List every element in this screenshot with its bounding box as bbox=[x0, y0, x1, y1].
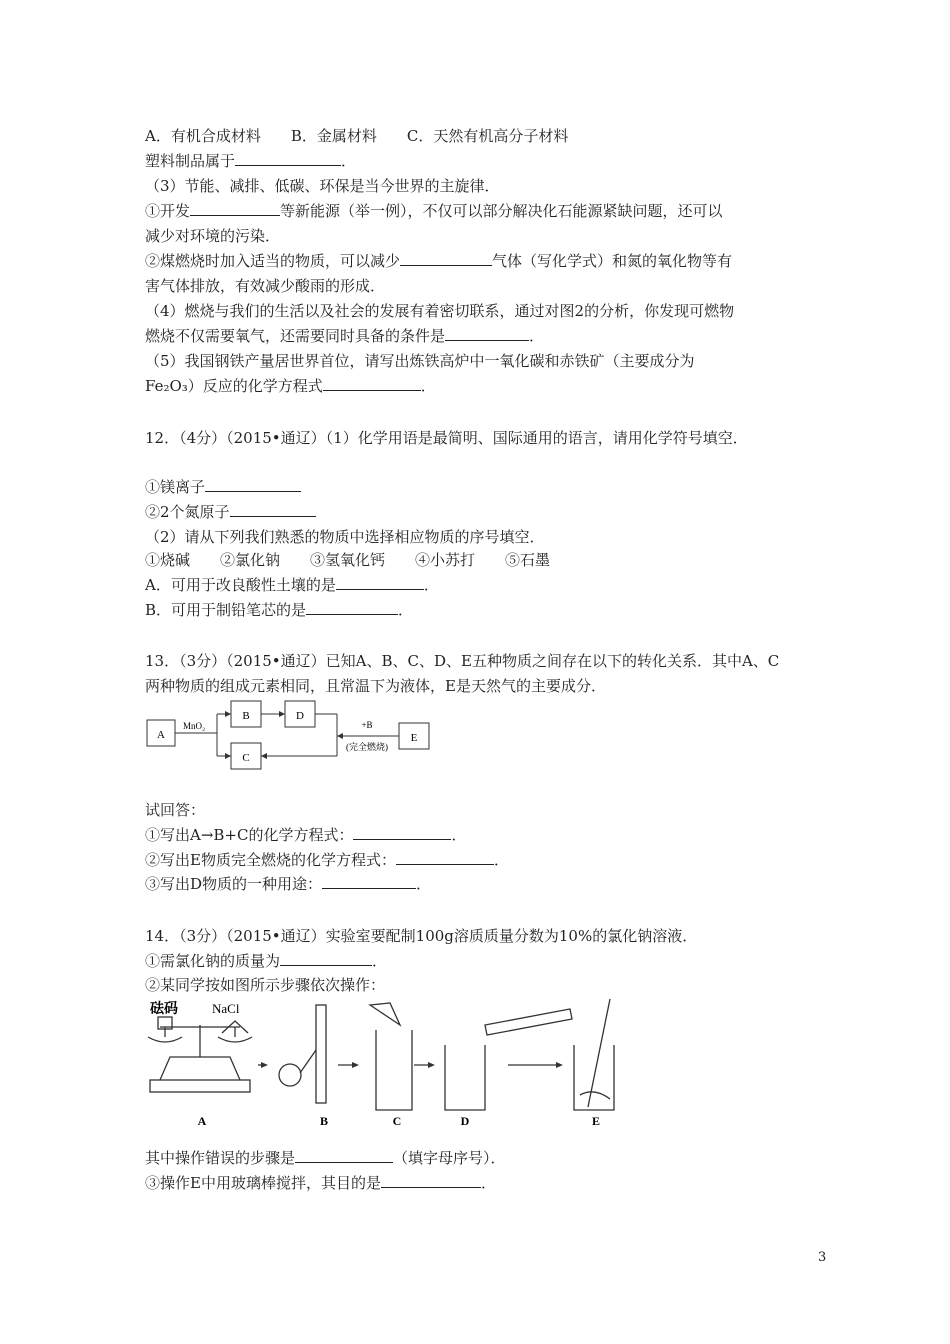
q14-wrong bbox=[145, 1147, 506, 1169]
q11-part3-2 bbox=[145, 250, 732, 272]
answer-blank-mg-ion[interactable] bbox=[205, 476, 301, 492]
answer-blank-n-atoms[interactable] bbox=[230, 501, 316, 517]
q14-head: 14．（3分）（2015•通辽）实验室要配制100g溶质质量分数为10%的氯化钠溶液． bbox=[145, 927, 698, 945]
q12-s2-text: ②2个氮原子 bbox=[145, 503, 230, 521]
q11-part3-2-text: ②煤燃烧时加入适当的物质，可以减少 bbox=[145, 252, 401, 270]
q11-part3-1 bbox=[145, 200, 723, 222]
label-nacl: NaCl bbox=[212, 1001, 240, 1016]
answer-blank-a-bc[interactable] bbox=[353, 824, 451, 840]
q12-head: 12．（4分）（2015•通辽）（1）化学用语是最简明、国际通用的语言，请用化学符号填空． bbox=[145, 429, 748, 447]
q11-part3-1-cont: 减少对环境的污染． bbox=[145, 227, 281, 245]
answer-blank-pencil[interactable] bbox=[306, 599, 398, 615]
q14-s1-text: ①需氯化钠的质量为 bbox=[145, 952, 281, 970]
beaker-stir-icon bbox=[574, 999, 614, 1110]
q13-a3-text: ③写出D物质的一种用途： bbox=[145, 875, 323, 893]
label-c: C bbox=[242, 752, 250, 764]
period: ． bbox=[480, 1174, 496, 1192]
q12-s2 bbox=[145, 501, 316, 523]
q11-part4-b-text: 燃烧不仅需要氧气，还需要同时具备的条件是 bbox=[145, 327, 446, 345]
period: ． bbox=[341, 152, 357, 170]
q13-a2 bbox=[145, 849, 509, 871]
q12-a-text: A．可用于改良酸性土壤的是 bbox=[145, 576, 336, 594]
answer-blank-stir-purpose[interactable] bbox=[381, 1172, 481, 1188]
q14-wrong-text: 其中操作错误的步骤是 bbox=[145, 1149, 296, 1167]
period: ． bbox=[529, 327, 545, 345]
page-number: 3 bbox=[818, 1250, 827, 1265]
label-b: B bbox=[242, 710, 250, 722]
answer-blank-soil[interactable] bbox=[336, 574, 424, 590]
label-a: A bbox=[157, 729, 165, 741]
q11-plastic-line bbox=[145, 150, 356, 172]
label-mno2: MnO₂ bbox=[183, 721, 206, 731]
fig-label-b: B bbox=[319, 1114, 329, 1128]
period: ． bbox=[423, 576, 439, 594]
q11-part3-2-cont: 害气体排放，有效减少酸雨的形成． bbox=[145, 277, 386, 295]
answer-blank-nacl-mass[interactable] bbox=[280, 950, 372, 966]
fig-label-a: A bbox=[197, 1114, 207, 1128]
answer-blank-gas[interactable] bbox=[400, 250, 492, 266]
answer-blank-equation[interactable] bbox=[323, 375, 421, 391]
answer-blank-e-burn[interactable] bbox=[396, 849, 494, 865]
fig-label-d: D bbox=[460, 1114, 470, 1128]
q11-part5-b bbox=[145, 375, 436, 397]
q11-part4-a: （4）燃烧与我们的生活以及社会的发展有着密切联系，通过对图2的分析，你发现可燃物 bbox=[145, 302, 735, 320]
q12-a bbox=[145, 574, 439, 596]
q13-a3 bbox=[145, 873, 431, 895]
q12-s1 bbox=[145, 476, 301, 498]
fig-label-c: C bbox=[392, 1114, 402, 1128]
q13-a1-text: ①写出A→B+C的化学方程式： bbox=[145, 826, 354, 844]
period: ． bbox=[416, 875, 432, 893]
q12-list: ①烧碱 ②氯化钠 ③氢氧化钙 ④小苏打 ⑤石墨 bbox=[145, 551, 551, 569]
q12-b bbox=[145, 599, 413, 621]
q12-s1-text: ①镁离子 bbox=[145, 478, 206, 496]
q13-ask: 试回答： bbox=[145, 801, 206, 819]
cylinder-reading-icon bbox=[279, 1005, 326, 1103]
label-weight: 砝码 bbox=[150, 1002, 178, 1017]
q14-wrong-text2: （填字母序号）． bbox=[393, 1149, 506, 1167]
q12-p2: （2）请从下列我们熟悉的物质中选择相应物质的序号填空． bbox=[145, 528, 545, 546]
answer-blank-condition[interactable] bbox=[445, 325, 529, 341]
period: ． bbox=[398, 601, 414, 619]
label-burn: (完全燃烧) bbox=[346, 742, 388, 752]
beaker-icon-c bbox=[370, 1003, 412, 1110]
answer-blank-new-energy[interactable] bbox=[190, 200, 280, 216]
q14-s2: ②某同学按如图所示步骤依次操作： bbox=[145, 976, 386, 994]
q11-part3-1-text: ①开发 bbox=[145, 202, 191, 220]
q13-a1 bbox=[145, 824, 467, 846]
q11-part5-a: （5）我国钢铁产量居世界首位，请写出炼铁高炉中一氧化碳和赤铁矿（主要成分为 bbox=[145, 352, 695, 370]
answer-blank-wrong-step[interactable] bbox=[295, 1147, 393, 1163]
experiment-figure bbox=[140, 995, 640, 1130]
answer-blank-d-use[interactable] bbox=[322, 873, 416, 889]
q13-head1: 13．（3分）（2015•通辽）已知A、B、C、D、E五种物质之间存在以下的转化关系．其中A、C bbox=[145, 652, 780, 670]
q13-a2-text: ②写出E物质完全燃烧的化学方程式： bbox=[145, 851, 396, 869]
beaker-icon-d bbox=[445, 1009, 572, 1110]
q14-s3-text: ③操作E中用玻璃棒搅拌，其目的是 bbox=[145, 1174, 381, 1192]
q11-options: A．有机合成材料 B．金属材料 C．天然有机高分子材料 bbox=[145, 127, 569, 145]
label-plus-b: +B bbox=[361, 720, 373, 730]
q11-part3-1-text2: 等新能源（举一例），不仅可以部分解决化石能源紧缺问题，还可以 bbox=[280, 202, 723, 220]
period: ． bbox=[451, 826, 467, 844]
answer-blank-plastic[interactable] bbox=[235, 150, 341, 166]
q14-s1 bbox=[145, 950, 387, 972]
balance-icon bbox=[148, 1017, 252, 1092]
q11-plastic-text: 塑料制品属于 bbox=[145, 152, 236, 170]
label-d: D bbox=[296, 710, 304, 722]
q12-b-text: B．可用于制铅笔芯的是 bbox=[145, 601, 307, 619]
period: ． bbox=[420, 377, 436, 395]
period: ． bbox=[493, 851, 509, 869]
period: ． bbox=[372, 952, 388, 970]
q13-head2: 两种物质的组成元素相同，且常温下为液体，E是天然气的主要成分． bbox=[145, 677, 606, 695]
q11-part3-2-text2: 气体（写化学式）和氮的氧化物等有 bbox=[492, 252, 733, 270]
fig-label-e: E bbox=[591, 1114, 601, 1128]
label-e: E bbox=[410, 732, 418, 744]
conversion-diagram bbox=[145, 698, 435, 778]
q14-s3 bbox=[145, 1172, 496, 1194]
q11-part5-b-text: Fe₂O₃）反应的化学方程式 bbox=[145, 377, 323, 395]
q11-part4-b bbox=[145, 325, 544, 347]
q11-part3-head: （3）节能、减排、低碳、环保是当今世界的主旋律． bbox=[145, 177, 500, 195]
